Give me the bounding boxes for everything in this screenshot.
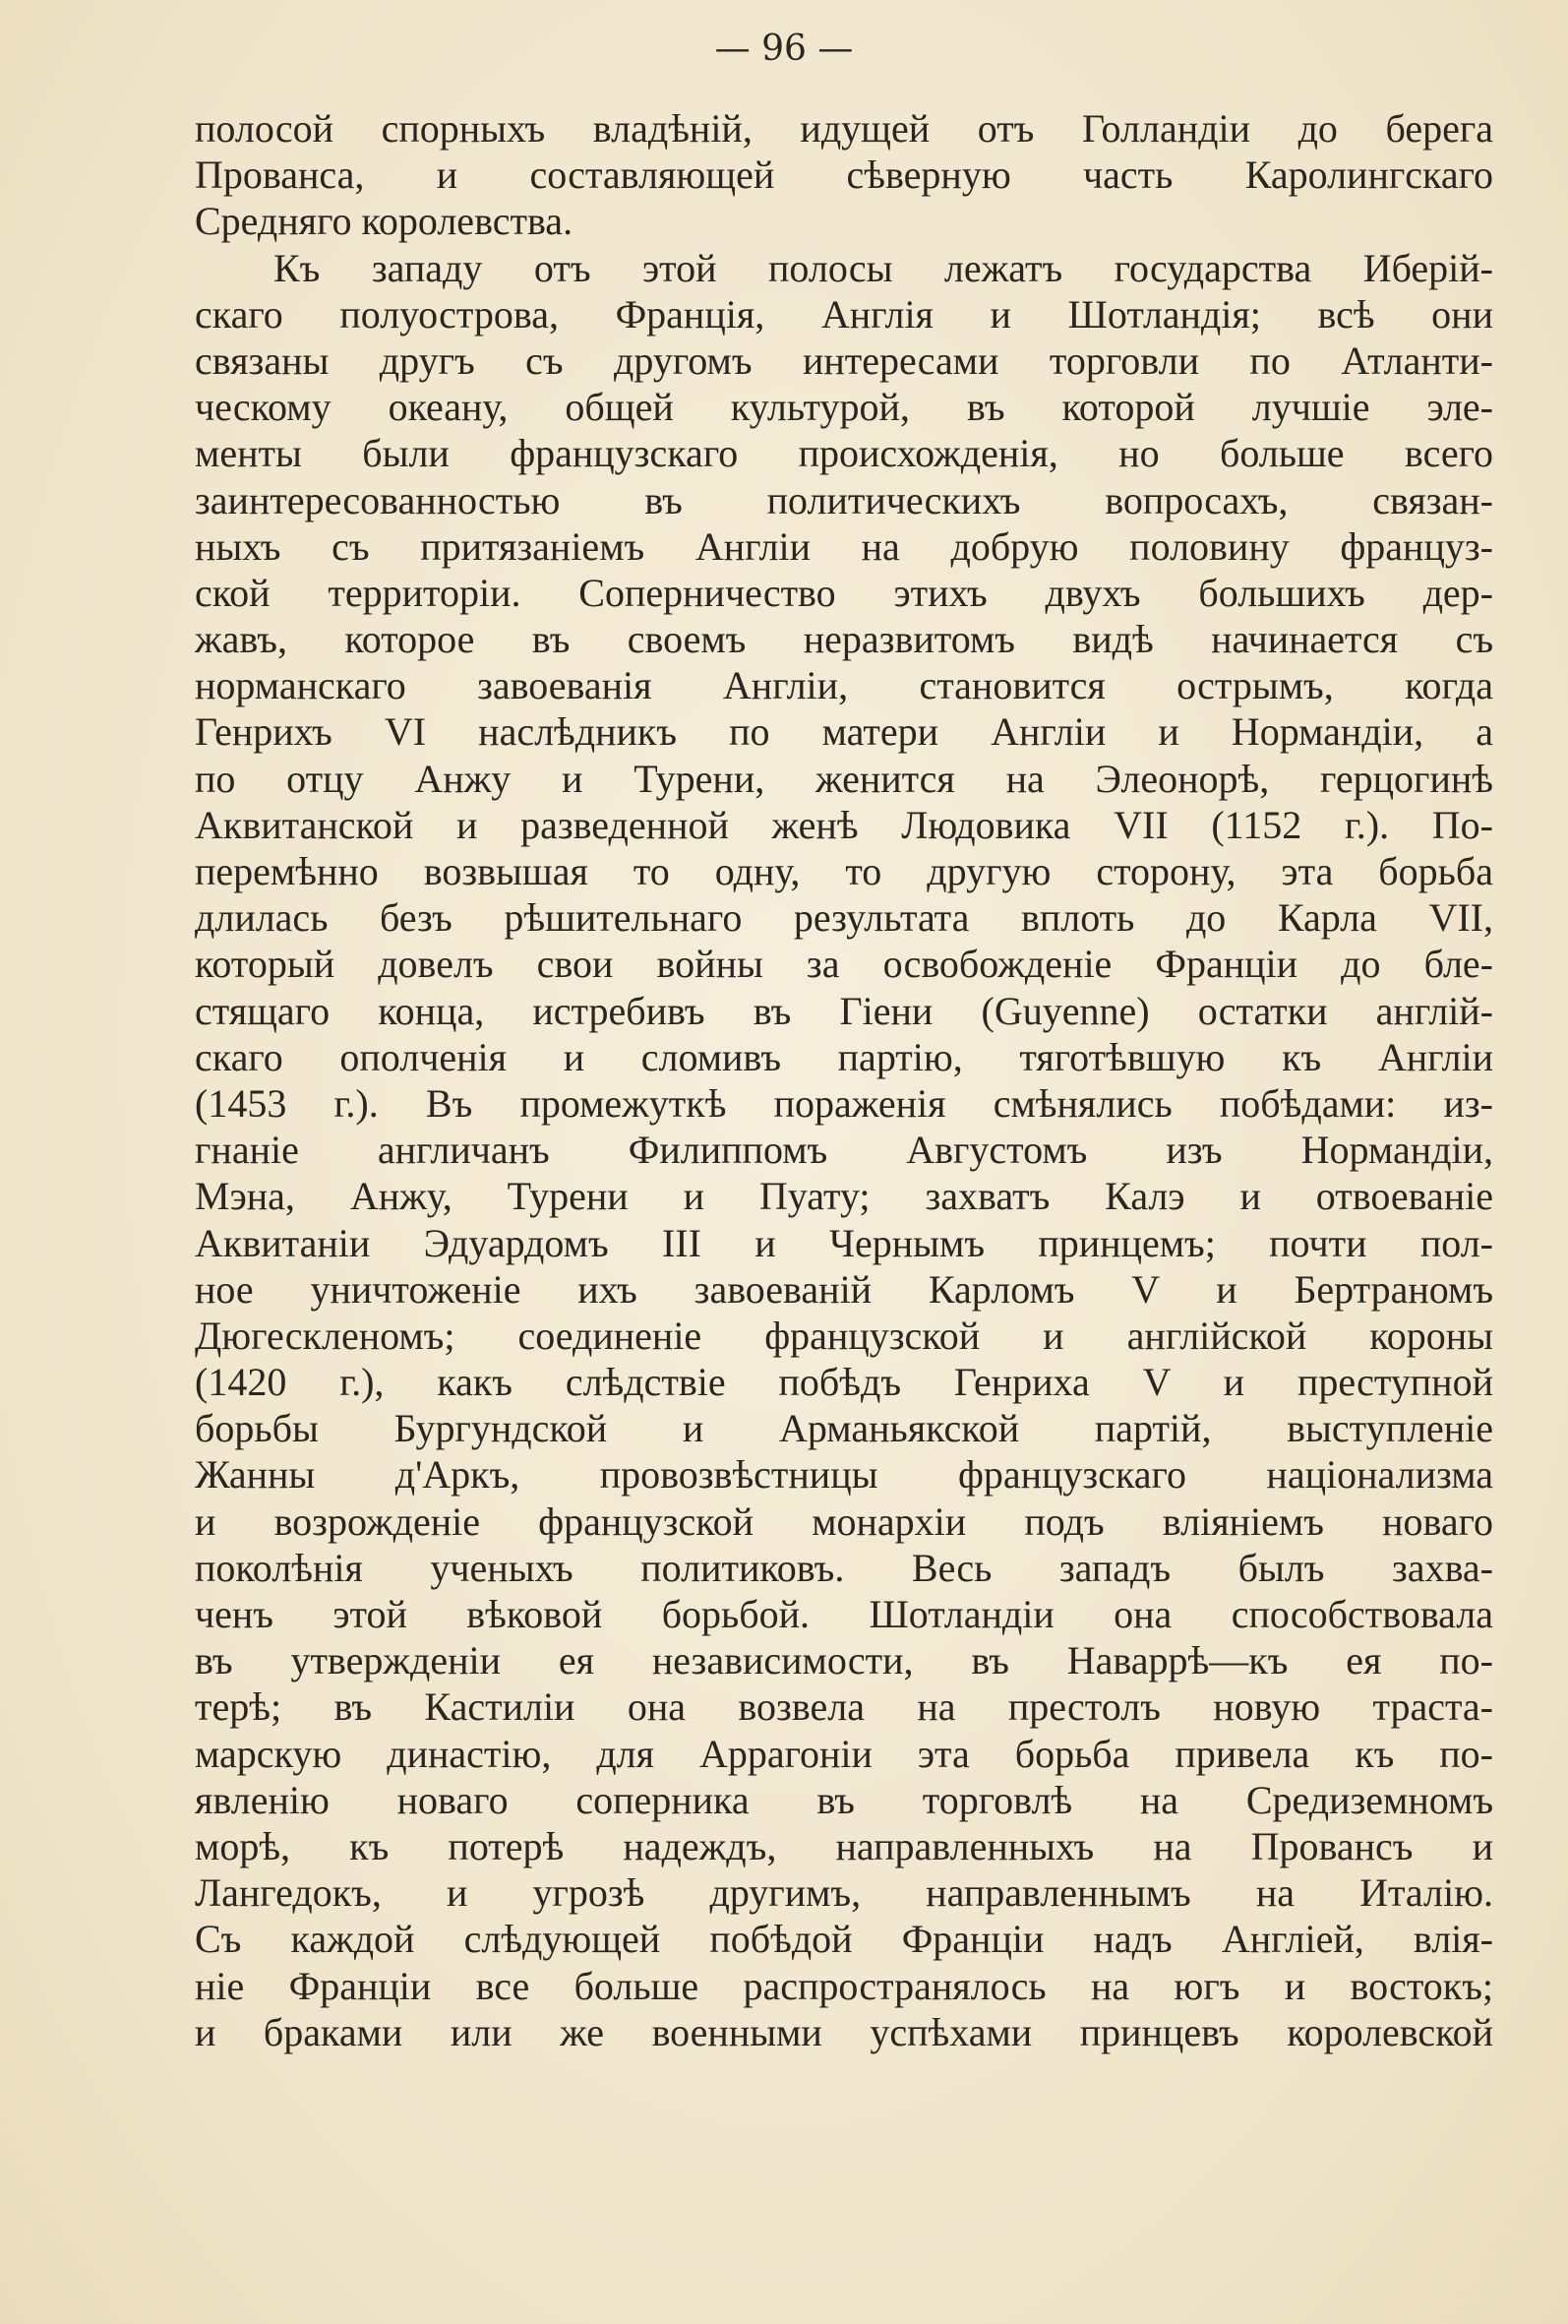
text-line: ческому океану, общей культурой, въ которой лучшіе эле- bbox=[195, 385, 1493, 430]
text-line: Мэна, Анжу, Турени и Пуату; захватъ Калэ и отвоеваніе bbox=[195, 1174, 1493, 1219]
text-line: который довелъ свои войны за освобожденіе Франціи до бле- bbox=[195, 942, 1493, 987]
text-line: Къ западу отъ этой полосы лежатъ государства Иберій- bbox=[273, 245, 1493, 290]
text-line: терѣ; въ Кастиліи она возвела на престолъ новую траста- bbox=[195, 1684, 1493, 1730]
text-line: Средняго королевства. bbox=[195, 199, 573, 244]
body-text bbox=[195, 105, 1493, 2055]
text-line: жавъ, которое въ своемъ неразвитомъ видѣ начинается съ bbox=[195, 617, 1493, 662]
text-line: перемѣнно возвышая то одну, то другую сторону, эта борьба bbox=[195, 849, 1493, 893]
text-line: морѣ, къ потерѣ надеждъ, направленныхъ на Провансъ и bbox=[195, 1823, 1493, 1868]
text-line: скаго ополченія и сломивъ партію, тяготѣвшую къ Англіи bbox=[195, 1034, 1493, 1079]
text-line: связаны другъ съ другомъ интересами торговли по Атланти- bbox=[195, 337, 1493, 383]
page-number: — 96 — bbox=[714, 29, 854, 69]
text-line: скаго полуострова, Франція, Англія и Шотландія; всѣ они bbox=[195, 291, 1493, 336]
text-line: и браками или же военными успѣхами принцевъ королевской bbox=[195, 2009, 1493, 2054]
text-line: (1420 г.), какъ слѣдствіе побѣдъ Генриха V и преступной bbox=[195, 1360, 1493, 1405]
text-line: ченъ этой вѣковой борьбой. Шотландіи она способствовала bbox=[195, 1592, 1493, 1636]
text-line: по отцу Анжу и Турени, женится на Элеонорѣ, герцогинѣ bbox=[195, 756, 1493, 801]
paragraph bbox=[195, 245, 1493, 2055]
text-line: Аквитаніи Эдуардомъ III и Чернымъ принцемъ; почти пол- bbox=[195, 1220, 1493, 1265]
text-line: Лангедокъ, и угрозѣ другимъ, направленнымъ на Италію. bbox=[195, 1870, 1493, 1916]
text-line: борьбы Бургундской и Арманьякской партій, выступленіе bbox=[195, 1406, 1493, 1451]
text-line: ніе Франціи все больше распространялось на югъ и востокъ; bbox=[195, 1963, 1493, 2008]
text-line: Дюгескленомъ; соединеніе французской и англійской короны bbox=[195, 1313, 1493, 1358]
text-line: марскую династію, для Аррагоніи эта борьба привела къ по- bbox=[195, 1731, 1493, 1776]
text-line: Прованса, и составляющей сѣверную часть Каролингскаго bbox=[195, 153, 1493, 198]
text-line: въ утвержденіи ея независимости, въ Наваррѣ—къ ея по- bbox=[195, 1638, 1493, 1683]
text-line: гнаніе англичанъ Филиппомъ Августомъ изъ Нормандіи, bbox=[195, 1128, 1493, 1173]
text-line: ской территоріи. Соперничество этихъ двухъ большихъ дер- bbox=[195, 570, 1493, 615]
text-line: Жанны д'Аркъ, провозвѣстницы французскаго націонализма bbox=[195, 1452, 1493, 1498]
text-line: ное уничтоженіе ихъ завоеваній Карломъ V и Бертраномъ bbox=[195, 1266, 1493, 1312]
text-line: длилась безъ рѣшительнаго результата вплоть до Карла VII, bbox=[195, 895, 1493, 941]
text-line: норманскаго завоеванія Англіи, становится острымъ, когда bbox=[195, 663, 1493, 708]
text-line: Съ каждой слѣдующей побѣдой Франціи надъ Англіей, влія- bbox=[195, 1917, 1493, 1962]
text-line: явленію новаго соперника въ торговлѣ на Средиземномъ bbox=[195, 1777, 1493, 1822]
page-header bbox=[0, 20, 1568, 79]
text-line: Генрихъ VI наслѣдникъ по матери Англіи и Нормандіи, а bbox=[195, 709, 1493, 755]
paragraph bbox=[195, 105, 1493, 245]
text-line: и возрожденіе французской монархіи подъ вліяніемъ новаго bbox=[195, 1498, 1493, 1544]
text-line: поколѣнія ученыхъ политиковъ. Весь западъ былъ захва- bbox=[195, 1545, 1493, 1590]
text-line: заинтересованностью въ политическихъ вопросахъ, связан- bbox=[195, 477, 1493, 522]
text-line: менты были французскаго происхожденія, но больше всего bbox=[195, 431, 1493, 476]
text-line: полосой спорныхъ владѣній, идущей отъ Голландіи до берега bbox=[195, 106, 1493, 151]
text-line: (1453 г.). Въ промежуткѣ пораженія смѣнялись побѣдами: из- bbox=[195, 1080, 1493, 1126]
text-line: Аквитанской и разведенной женѣ Людовика VII (1152 г.). По- bbox=[195, 802, 1493, 847]
text-line: стящаго конца, истребивъ въ Гіени (Guyenne) остатки англій- bbox=[195, 988, 1493, 1033]
text-line: ныхъ съ притязаніемъ Англіи на добрую половину француз- bbox=[195, 523, 1493, 569]
